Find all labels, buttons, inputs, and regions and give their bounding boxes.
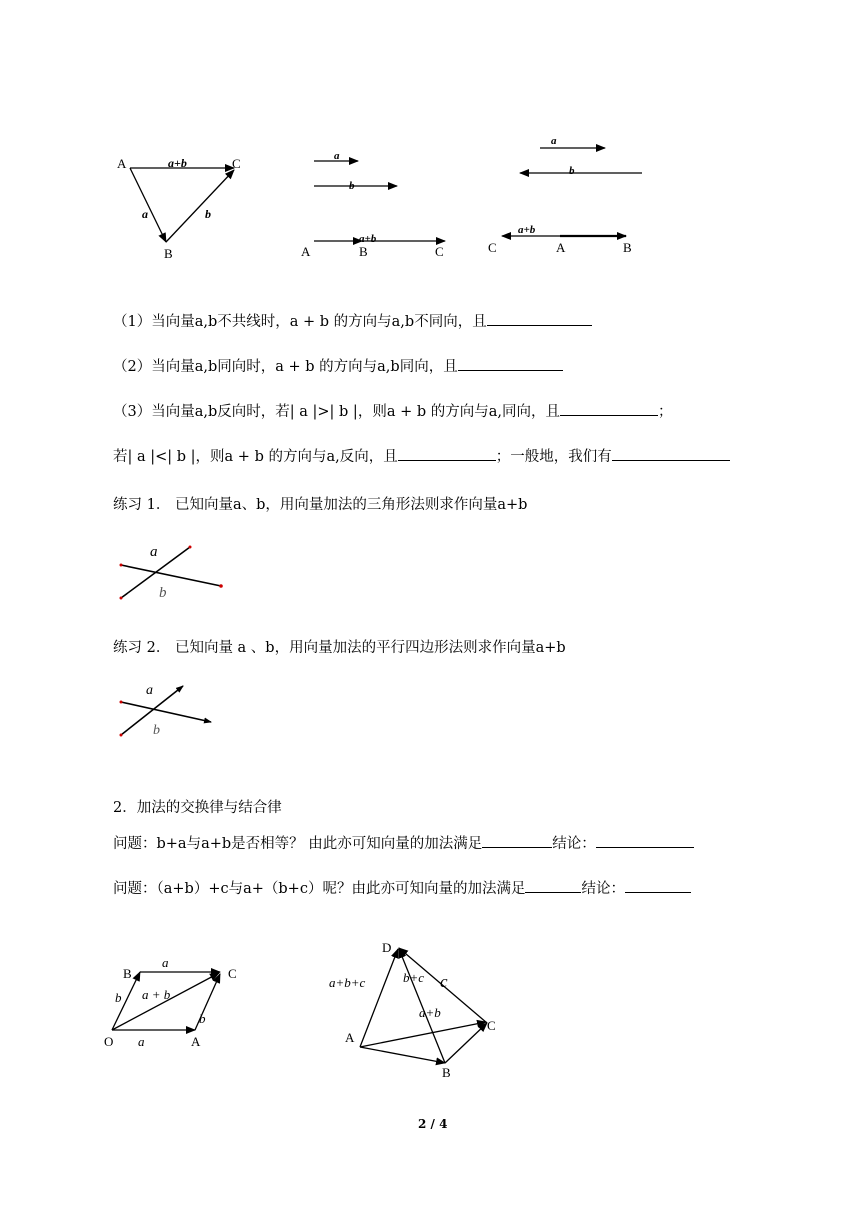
label-b: b bbox=[159, 585, 167, 601]
label-C: C bbox=[232, 156, 241, 171]
label-b: b bbox=[205, 207, 211, 221]
page-number: 2 / 4 bbox=[418, 1117, 448, 1131]
problem-2: 问题：（a+b）+c与a+（b+c）呢？由此亦可知向量的加法满足 结论： bbox=[113, 877, 691, 898]
question-1: （1）当向量a,b不共线时，a + b 的方向与a,b不同向，且 bbox=[113, 310, 592, 331]
label-b: b bbox=[569, 165, 575, 177]
answer-blank[interactable] bbox=[487, 311, 592, 326]
label-D: D bbox=[382, 940, 392, 955]
label-a-top: a bbox=[162, 955, 169, 970]
vector-ab bbox=[130, 168, 166, 242]
label-a: a bbox=[142, 207, 148, 221]
question-3: （3）当向量a,b反向时，若| a |>| b |，则a + b 的方向与a,同向，且 ； bbox=[113, 400, 672, 421]
label-A: A bbox=[556, 240, 566, 255]
label-B: B bbox=[164, 246, 173, 261]
opposite-direction-figure bbox=[488, 135, 642, 255]
label-a-bottom: a bbox=[138, 1034, 145, 1049]
answer-blank[interactable] bbox=[612, 446, 730, 461]
problem-1: 问题：b+a与a+b是否相等？ 由此亦可知向量的加法满足 结论： bbox=[113, 832, 694, 853]
answer-blank[interactable] bbox=[625, 878, 691, 893]
question-2: （2）当向量a,b同向时，a + b 的方向与a,b同向，且 bbox=[113, 355, 563, 376]
label-b-right: b bbox=[199, 1011, 206, 1026]
label-A: A bbox=[345, 1030, 355, 1045]
label-sum: a+b bbox=[518, 224, 536, 236]
label-A: A bbox=[301, 244, 311, 259]
answer-blank[interactable] bbox=[596, 833, 694, 848]
label-a: a bbox=[334, 150, 340, 162]
label-B: B bbox=[359, 244, 368, 259]
label-sum: a + b bbox=[142, 987, 171, 1002]
label-A: A bbox=[117, 156, 127, 171]
label-C: C bbox=[488, 240, 497, 255]
label-B: B bbox=[623, 240, 632, 255]
label-A: A bbox=[191, 1034, 201, 1049]
question-4: 若| a |<| b |，则a + b 的方向与a,反向，且 ；一般地，我们有 bbox=[113, 445, 730, 466]
label-ab: a+b bbox=[419, 1005, 441, 1020]
label-B: B bbox=[123, 966, 132, 981]
exercise-1: 练习 1． 已知向量a、b，用向量加法的三角形法则求作向量a+b bbox=[113, 497, 528, 513]
label-b: b bbox=[349, 180, 355, 192]
exercise-1-figure bbox=[113, 535, 233, 605]
label-a: a bbox=[146, 683, 153, 698]
label-abc: a+b+c bbox=[329, 975, 366, 990]
label-C: C bbox=[435, 244, 444, 259]
label-a: a bbox=[551, 135, 557, 147]
triangle-figure bbox=[117, 156, 241, 261]
vector-bc bbox=[166, 170, 234, 242]
answer-blank[interactable] bbox=[398, 446, 496, 461]
label-O: O bbox=[104, 1034, 114, 1049]
label-c: c bbox=[440, 972, 448, 991]
top-figures bbox=[100, 125, 660, 270]
label-C: C bbox=[487, 1018, 496, 1033]
answer-blank[interactable] bbox=[482, 833, 552, 848]
label-B: B bbox=[442, 1065, 451, 1080]
exercise-2-figure bbox=[113, 675, 233, 740]
label-bc: b+c bbox=[403, 970, 425, 985]
quadrilateral-figure bbox=[325, 935, 515, 1080]
label-b: b bbox=[153, 723, 160, 738]
answer-blank[interactable] bbox=[560, 401, 658, 416]
same-direction-figure bbox=[301, 150, 445, 259]
exercise-2: 练习 2． 已知向量 a 、b，用向量加法的平行四边形法则求作向量a+b bbox=[113, 640, 566, 656]
label-C: C bbox=[228, 966, 237, 981]
label-sum: a+b bbox=[359, 233, 377, 245]
label-a: a bbox=[150, 544, 158, 560]
label-sum: a+b bbox=[168, 156, 187, 170]
answer-blank[interactable] bbox=[458, 356, 563, 371]
label-b-left: b bbox=[115, 990, 122, 1005]
section-2-title: 2．加法的交换律与结合律 bbox=[113, 800, 282, 816]
parallelogram-figure bbox=[100, 945, 250, 1055]
answer-blank[interactable] bbox=[525, 878, 581, 893]
